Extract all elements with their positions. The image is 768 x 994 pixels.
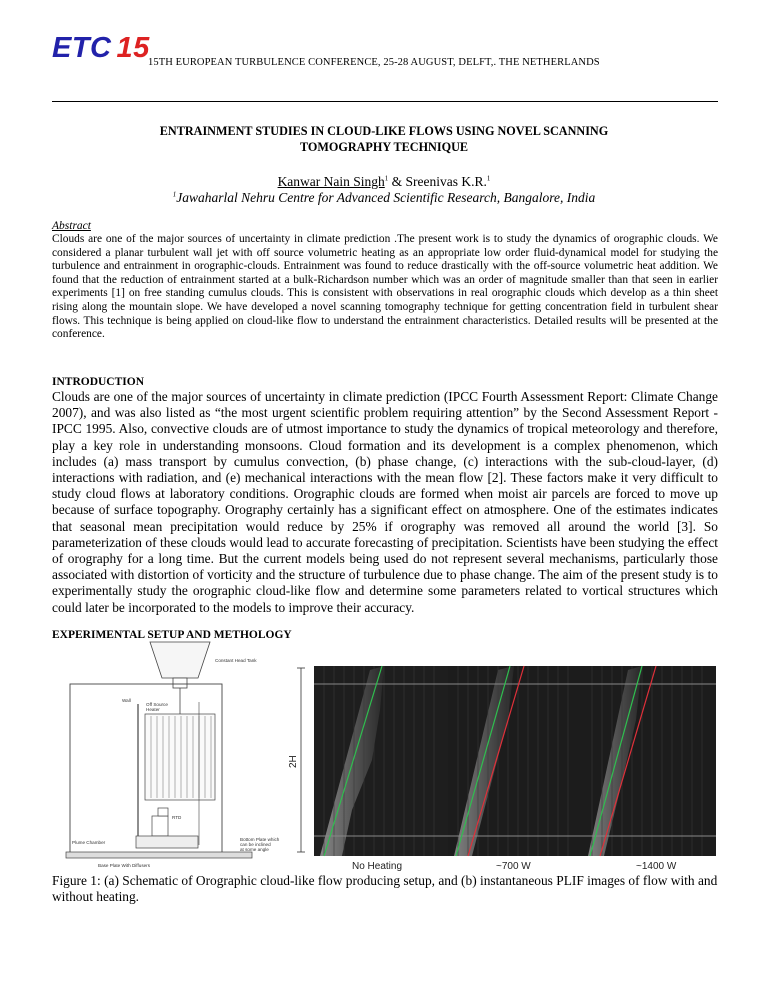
figure-1-graphics bbox=[52, 640, 718, 872]
label-bottom-plate-3: at some angle bbox=[240, 847, 269, 852]
author1-affil-mark: 1 bbox=[384, 174, 389, 183]
figure-1 bbox=[52, 640, 718, 872]
authors bbox=[70, 174, 698, 190]
setup-schematic bbox=[66, 642, 280, 868]
panel-label-no-heating: No Heating bbox=[352, 861, 403, 872]
paper-title bbox=[70, 123, 698, 155]
scale-label-2h: 2H bbox=[288, 755, 299, 768]
conference-name: 15TH EUROPEAN TURBULENCE CONFERENCE, 25-28 AUGUST, DELFT,. THE NETHERLANDS bbox=[148, 57, 600, 68]
experimental-heading: EXPERIMENTAL SETUP AND METHOLOGY bbox=[52, 629, 292, 641]
author-secondary: & Sreenivas K.R. bbox=[388, 174, 487, 189]
conference-logo bbox=[52, 32, 150, 65]
label-off-source-heater-2: Heater bbox=[146, 707, 160, 712]
label-constant-head-tank: Constant Head Tank bbox=[215, 658, 257, 663]
plif-images bbox=[288, 666, 716, 872]
header-rule bbox=[52, 101, 718, 102]
author-primary: Kanwar Nain Singh bbox=[277, 174, 385, 189]
affiliation-text: Jawaharlal Nehru Centre for Advanced Scientific Research, Bangalore, India bbox=[176, 190, 596, 205]
panel-label-700w: ~700 W bbox=[496, 861, 531, 872]
label-wall: Wall bbox=[122, 698, 131, 703]
title-line-2: TOMOGRAPHY TECHNIQUE bbox=[299, 140, 469, 154]
label-off-source-heater-1: Off Source bbox=[146, 702, 168, 707]
affiliation bbox=[70, 190, 698, 206]
logo-number: 15 bbox=[116, 32, 150, 64]
label-rtd: RTD bbox=[172, 815, 182, 820]
label-bottom-plate-1: Bottom Plate which bbox=[240, 837, 280, 842]
abstract-heading: Abstract bbox=[52, 220, 91, 232]
abstract-text: Clouds are one of the major sources of uncertainty in climate prediction .The present work is to study the dynamics of orographic clouds. We considered a planar turbulent wall jet with off source volumetric heating as an appropriate low order fluid-dynamical model for studying the turbulence and entrainment in orographic-clouds. Entrainment was found to reduce drastically with the off-source volumetric heat addition. We found that the reduction of entrainment started at a bulk-Richardson number which was an order of magnitude smaller than that seen in earlier experiments [1] on free standing cumulus clouds. This is consistent with observations in real orographic clouds which develop as a thin sheet rising along the mountain slope. We have developed a novel scanning tomography technique for getting concentration field in turbulent shear flows. This technique is being applied on cloud-like flow to understand the entrainment characteristics. Detailed results will be presented at the conference. bbox=[52, 233, 718, 341]
label-base-plate: Base Plate With Diffusers bbox=[98, 863, 150, 868]
affil-mark: 1 bbox=[172, 190, 177, 199]
plif-panel-700w bbox=[448, 666, 582, 872]
plif-panel-no-heating bbox=[314, 666, 448, 872]
logo-etc: ETC bbox=[52, 32, 112, 64]
author2-affil-mark: 1 bbox=[486, 174, 491, 183]
title-line-1: ENTRAINMENT STUDIES IN CLOUD-LIKE FLOWS USING NOVEL SCANNING bbox=[159, 124, 609, 138]
label-plume-chamber: Plume Chamber bbox=[72, 840, 106, 845]
introduction-heading: INTRODUCTION bbox=[52, 376, 145, 388]
introduction-text: Clouds are one of the major sources of uncertainty in climate prediction (IPCC Fourth Assessment Report: Climate Change 2007), and was also listed as “the most urgent scientific problem requiring attention” by the Second Assessment Report - IPCC 1995. Also, convective clouds are of utmost importance to study the dynamics of tropical meteorology and therefore, play a key role in understanding monsoons. Cloud formation and its development is a complex phenomenon, which includes (a) mass transport by cumulus convection, (b) phase change, (c) interactions with the sub-cloud-layer, (d) interactions with radiation, and (e) mechanical interactions with the mean flow [2]. These factors make it very difficult to study cloud flows at laboratory conditions. Orographic clouds are formed when moist air parcels are forced to move up because of surface topography. Orography certainly has a significant effect on atmosphere. One of the estimates indicates that seasonal mean precipitation would reduce by 25% if orography was removed all around the world [3]. So parameterization of these clouds would lead to accurate forecasting of precipitation. Scientists have been studying the effect of orography for a long time. But the current models being used do not represent several mechanisms, particularly those associated with distortion of vorticity and the structure of turbulence due to phase change. The aim of the present study is to experimentally study the orographic cloud-like flow and determine some parameters related to vortical structures which could later be incorporated to the models to improve their accuracy. bbox=[52, 389, 718, 615]
plif-panel-1400w bbox=[582, 666, 716, 872]
label-bottom-plate-2: can be inclined bbox=[240, 842, 271, 847]
panel-label-1400w: ~1400 W bbox=[636, 861, 677, 872]
figure-1-caption: Figure 1: (a) Schematic of Orographic cloud-like flow producing setup, and (b) instantaneous PLIF images of flow with and without heating. bbox=[52, 873, 718, 904]
